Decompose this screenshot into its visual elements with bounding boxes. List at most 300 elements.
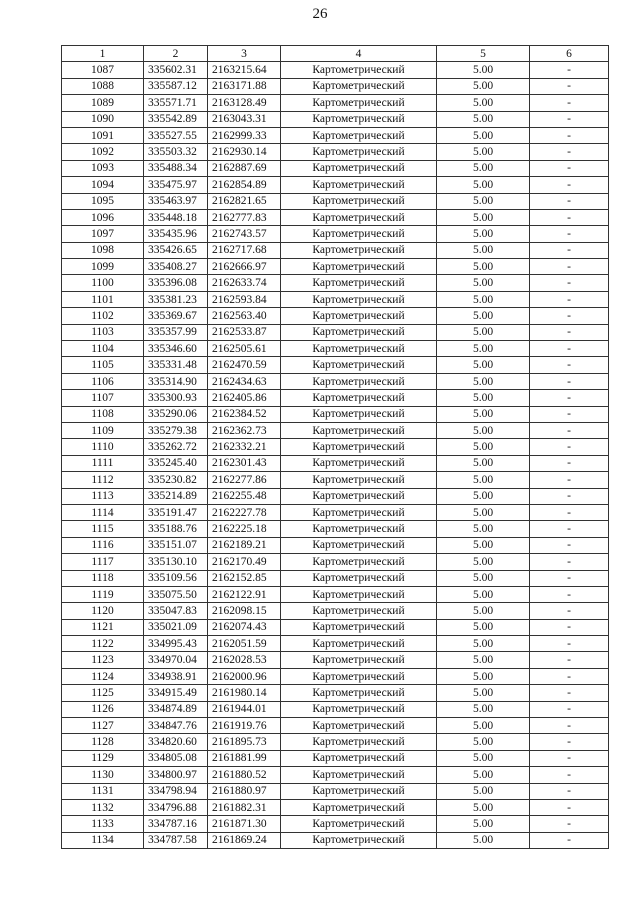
table-row (62, 144, 609, 160)
point-number-cell: 1109 (62, 422, 144, 438)
accuracy-cell: 5.00 (437, 78, 530, 94)
method-cell: Картометрический (281, 406, 437, 422)
point-number-cell: 1114 (62, 504, 144, 520)
point-number-cell: 1121 (62, 619, 144, 635)
method-cell: Картометрический (281, 160, 437, 176)
accuracy-cell: 5.00 (437, 193, 530, 209)
column-header: 6 (530, 46, 609, 62)
note-cell: - (530, 504, 609, 520)
note-cell: - (530, 521, 609, 537)
table-row (62, 62, 609, 78)
page-number: 26 (312, 6, 328, 22)
table-row (62, 586, 609, 602)
point-number-cell: 1103 (62, 324, 144, 340)
method-cell: Картометрический (281, 259, 437, 275)
note-cell: - (530, 193, 609, 209)
method-cell: Картометрический (281, 570, 437, 586)
y-coordinate-cell: 2162000.96 (208, 668, 281, 684)
method-cell: Картометрический (281, 422, 437, 438)
method-cell: Картометрический (281, 668, 437, 684)
table-row (62, 668, 609, 684)
table-row (62, 259, 609, 275)
point-number-cell: 1107 (62, 390, 144, 406)
table-row (62, 488, 609, 504)
method-cell: Картометрический (281, 455, 437, 471)
column-header: 1 (62, 46, 144, 62)
accuracy-cell: 5.00 (437, 209, 530, 225)
accuracy-cell: 5.00 (437, 95, 530, 111)
note-cell: - (530, 472, 609, 488)
table-row (62, 242, 609, 258)
note-cell: - (530, 488, 609, 504)
accuracy-cell: 5.00 (437, 390, 530, 406)
note-cell: - (530, 291, 609, 307)
y-coordinate-cell: 2162098.15 (208, 603, 281, 619)
accuracy-cell: 5.00 (437, 636, 530, 652)
table-row (62, 226, 609, 242)
method-cell: Картометрический (281, 95, 437, 111)
method-cell: Картометрический (281, 127, 437, 143)
note-cell: - (530, 373, 609, 389)
method-cell: Картометрический (281, 799, 437, 815)
accuracy-cell: 5.00 (437, 341, 530, 357)
y-coordinate-cell: 2162743.57 (208, 226, 281, 242)
method-cell: Картометрический (281, 193, 437, 209)
method-cell: Картометрический (281, 685, 437, 701)
point-number-cell: 1092 (62, 144, 144, 160)
point-number-cell: 1134 (62, 832, 144, 848)
point-number-cell: 1119 (62, 586, 144, 602)
method-cell: Картометрический (281, 472, 437, 488)
accuracy-cell: 5.00 (437, 406, 530, 422)
x-coordinate-cell: 335602.31 (144, 62, 208, 78)
accuracy-cell: 5.00 (437, 619, 530, 635)
table-row (62, 718, 609, 734)
accuracy-cell: 5.00 (437, 570, 530, 586)
table-row (62, 652, 609, 668)
x-coordinate-cell: 334820.60 (144, 734, 208, 750)
accuracy-cell: 5.00 (437, 816, 530, 832)
note-cell: - (530, 455, 609, 471)
x-coordinate-cell: 335214.89 (144, 488, 208, 504)
x-coordinate-cell: 334798.94 (144, 783, 208, 799)
point-number-cell: 1090 (62, 111, 144, 127)
column-header: 4 (281, 46, 437, 62)
table-header (62, 46, 609, 62)
method-cell: Картометрический (281, 504, 437, 520)
accuracy-cell: 5.00 (437, 472, 530, 488)
table-row (62, 521, 609, 537)
table-row (62, 767, 609, 783)
y-coordinate-cell: 2162717.68 (208, 242, 281, 258)
table-row (62, 832, 609, 848)
point-number-cell: 1108 (62, 406, 144, 422)
y-coordinate-cell: 2162227.78 (208, 504, 281, 520)
x-coordinate-cell: 335188.76 (144, 521, 208, 537)
column-header: 3 (208, 46, 281, 62)
y-coordinate-cell: 2162505.61 (208, 341, 281, 357)
note-cell: - (530, 160, 609, 176)
table-row (62, 472, 609, 488)
note-cell: - (530, 619, 609, 635)
point-number-cell: 1101 (62, 291, 144, 307)
coordinates-table (61, 45, 609, 849)
accuracy-cell: 5.00 (437, 718, 530, 734)
table-row (62, 799, 609, 815)
table-row (62, 422, 609, 438)
x-coordinate-cell: 335279.38 (144, 422, 208, 438)
y-coordinate-cell: 2162255.48 (208, 488, 281, 504)
point-number-cell: 1110 (62, 439, 144, 455)
x-coordinate-cell: 335300.93 (144, 390, 208, 406)
x-coordinate-cell: 334787.58 (144, 832, 208, 848)
method-cell: Картометрический (281, 242, 437, 258)
accuracy-cell: 5.00 (437, 62, 530, 78)
y-coordinate-cell: 2162887.69 (208, 160, 281, 176)
y-coordinate-cell: 2161944.01 (208, 701, 281, 717)
y-coordinate-cell: 2161869.24 (208, 832, 281, 848)
y-coordinate-cell: 2161880.52 (208, 767, 281, 783)
y-coordinate-cell: 2161895.73 (208, 734, 281, 750)
table-row (62, 636, 609, 652)
method-cell: Картометрический (281, 603, 437, 619)
point-number-cell: 1104 (62, 341, 144, 357)
point-number-cell: 1112 (62, 472, 144, 488)
accuracy-cell: 5.00 (437, 291, 530, 307)
x-coordinate-cell: 335151.07 (144, 537, 208, 553)
x-coordinate-cell: 334995.43 (144, 636, 208, 652)
method-cell: Картометрический (281, 341, 437, 357)
x-coordinate-cell: 334970.04 (144, 652, 208, 668)
note-cell: - (530, 226, 609, 242)
point-number-cell: 1096 (62, 209, 144, 225)
accuracy-cell: 5.00 (437, 259, 530, 275)
y-coordinate-cell: 2162470.59 (208, 357, 281, 373)
x-coordinate-cell: 334847.76 (144, 718, 208, 734)
note-cell: - (530, 603, 609, 619)
y-coordinate-cell: 2162051.59 (208, 636, 281, 652)
method-cell: Картометрический (281, 832, 437, 848)
column-header: 2 (144, 46, 208, 62)
x-coordinate-cell: 335047.83 (144, 603, 208, 619)
note-cell: - (530, 127, 609, 143)
x-coordinate-cell: 335503.32 (144, 144, 208, 160)
y-coordinate-cell: 2162854.89 (208, 177, 281, 193)
y-coordinate-cell: 2161880.97 (208, 783, 281, 799)
note-cell: - (530, 242, 609, 258)
method-cell: Картометрический (281, 767, 437, 783)
accuracy-cell: 5.00 (437, 160, 530, 176)
note-cell: - (530, 767, 609, 783)
accuracy-cell: 5.00 (437, 603, 530, 619)
x-coordinate-cell: 334874.89 (144, 701, 208, 717)
table-row (62, 324, 609, 340)
x-coordinate-cell: 335262.72 (144, 439, 208, 455)
note-cell: - (530, 341, 609, 357)
table-row (62, 816, 609, 832)
note-cell: - (530, 718, 609, 734)
point-number-cell: 1091 (62, 127, 144, 143)
note-cell: - (530, 95, 609, 111)
accuracy-cell: 5.00 (437, 373, 530, 389)
x-coordinate-cell: 334796.88 (144, 799, 208, 815)
note-cell: - (530, 586, 609, 602)
table-row (62, 308, 609, 324)
y-coordinate-cell: 2162593.84 (208, 291, 281, 307)
table-row (62, 160, 609, 176)
point-number-cell: 1095 (62, 193, 144, 209)
x-coordinate-cell: 335408.27 (144, 259, 208, 275)
note-cell: - (530, 783, 609, 799)
method-cell: Картометрический (281, 111, 437, 127)
x-coordinate-cell: 335230.82 (144, 472, 208, 488)
method-cell: Картометрический (281, 488, 437, 504)
y-coordinate-cell: 2162332.21 (208, 439, 281, 455)
point-number-cell: 1102 (62, 308, 144, 324)
accuracy-cell: 5.00 (437, 226, 530, 242)
method-cell: Картометрический (281, 324, 437, 340)
note-cell: - (530, 570, 609, 586)
y-coordinate-cell: 2161882.31 (208, 799, 281, 815)
note-cell: - (530, 636, 609, 652)
note-cell: - (530, 652, 609, 668)
x-coordinate-cell: 334800.97 (144, 767, 208, 783)
table-row (62, 127, 609, 143)
method-cell: Картометрический (281, 357, 437, 373)
note-cell: - (530, 78, 609, 94)
y-coordinate-cell: 2162074.43 (208, 619, 281, 635)
x-coordinate-cell: 335571.71 (144, 95, 208, 111)
note-cell: - (530, 422, 609, 438)
table-row (62, 177, 609, 193)
y-coordinate-cell: 2162152.85 (208, 570, 281, 586)
x-coordinate-cell: 334938.91 (144, 668, 208, 684)
table-row (62, 439, 609, 455)
table-row (62, 685, 609, 701)
point-number-cell: 1129 (62, 750, 144, 766)
y-coordinate-cell: 2163043.31 (208, 111, 281, 127)
y-coordinate-cell: 2161919.76 (208, 718, 281, 734)
accuracy-cell: 5.00 (437, 734, 530, 750)
x-coordinate-cell: 335109.56 (144, 570, 208, 586)
y-coordinate-cell: 2163128.49 (208, 95, 281, 111)
point-number-cell: 1124 (62, 668, 144, 684)
table-row (62, 619, 609, 635)
point-number-cell: 1118 (62, 570, 144, 586)
accuracy-cell: 5.00 (437, 439, 530, 455)
x-coordinate-cell: 335527.55 (144, 127, 208, 143)
method-cell: Картометрический (281, 521, 437, 537)
method-cell: Картометрический (281, 619, 437, 635)
x-coordinate-cell: 335435.96 (144, 226, 208, 242)
x-coordinate-cell: 335346.60 (144, 341, 208, 357)
method-cell: Картометрический (281, 701, 437, 717)
y-coordinate-cell: 2162225.18 (208, 521, 281, 537)
point-number-cell: 1123 (62, 652, 144, 668)
y-coordinate-cell: 2162122.91 (208, 586, 281, 602)
y-coordinate-cell: 2162563.40 (208, 308, 281, 324)
method-cell: Картометрический (281, 390, 437, 406)
point-number-cell: 1088 (62, 78, 144, 94)
note-cell: - (530, 701, 609, 717)
table-row (62, 209, 609, 225)
note-cell: - (530, 832, 609, 848)
table-row (62, 341, 609, 357)
note-cell: - (530, 259, 609, 275)
accuracy-cell: 5.00 (437, 242, 530, 258)
y-coordinate-cell: 2161980.14 (208, 685, 281, 701)
y-coordinate-cell: 2162384.52 (208, 406, 281, 422)
table-row (62, 390, 609, 406)
x-coordinate-cell: 335396.08 (144, 275, 208, 291)
table-row (62, 554, 609, 570)
table-row (62, 603, 609, 619)
y-coordinate-cell: 2162930.14 (208, 144, 281, 160)
point-number-cell: 1094 (62, 177, 144, 193)
table-row (62, 291, 609, 307)
point-number-cell: 1120 (62, 603, 144, 619)
accuracy-cell: 5.00 (437, 750, 530, 766)
x-coordinate-cell: 335075.50 (144, 586, 208, 602)
point-number-cell: 1099 (62, 259, 144, 275)
point-number-cell: 1087 (62, 62, 144, 78)
method-cell: Картометрический (281, 373, 437, 389)
note-cell: - (530, 324, 609, 340)
note-cell: - (530, 799, 609, 815)
y-coordinate-cell: 2163171.88 (208, 78, 281, 94)
method-cell: Картометрический (281, 750, 437, 766)
x-coordinate-cell: 335021.09 (144, 619, 208, 635)
table-row (62, 275, 609, 291)
accuracy-cell: 5.00 (437, 504, 530, 520)
accuracy-cell: 5.00 (437, 488, 530, 504)
note-cell: - (530, 308, 609, 324)
y-coordinate-cell: 2161871.30 (208, 816, 281, 832)
point-number-cell: 1128 (62, 734, 144, 750)
y-coordinate-cell: 2162028.53 (208, 652, 281, 668)
point-number-cell: 1105 (62, 357, 144, 373)
method-cell: Картометрический (281, 439, 437, 455)
accuracy-cell: 5.00 (437, 324, 530, 340)
point-number-cell: 1131 (62, 783, 144, 799)
accuracy-cell: 5.00 (437, 652, 530, 668)
note-cell: - (530, 111, 609, 127)
table-row (62, 734, 609, 750)
table-row (62, 406, 609, 422)
point-number-cell: 1115 (62, 521, 144, 537)
point-number-cell: 1125 (62, 685, 144, 701)
table-row (62, 504, 609, 520)
point-number-cell: 1126 (62, 701, 144, 717)
method-cell: Картометрический (281, 275, 437, 291)
y-coordinate-cell: 2162533.87 (208, 324, 281, 340)
y-coordinate-cell: 2162666.97 (208, 259, 281, 275)
accuracy-cell: 5.00 (437, 422, 530, 438)
header-row (62, 46, 609, 62)
point-number-cell: 1098 (62, 242, 144, 258)
x-coordinate-cell: 335542.89 (144, 111, 208, 127)
method-cell: Картометрический (281, 144, 437, 160)
table-row (62, 78, 609, 94)
accuracy-cell: 5.00 (437, 783, 530, 799)
accuracy-cell: 5.00 (437, 586, 530, 602)
point-number-cell: 1116 (62, 537, 144, 553)
note-cell: - (530, 406, 609, 422)
method-cell: Картометрический (281, 537, 437, 553)
method-cell: Картометрический (281, 554, 437, 570)
table-row (62, 95, 609, 111)
x-coordinate-cell: 334787.16 (144, 816, 208, 832)
y-coordinate-cell: 2163215.64 (208, 62, 281, 78)
accuracy-cell: 5.00 (437, 767, 530, 783)
table-row (62, 783, 609, 799)
y-coordinate-cell: 2162301.43 (208, 455, 281, 471)
table-row (62, 537, 609, 553)
accuracy-cell: 5.00 (437, 455, 530, 471)
table-row (62, 750, 609, 766)
table-body (62, 62, 609, 849)
point-number-cell: 1093 (62, 160, 144, 176)
accuracy-cell: 5.00 (437, 308, 530, 324)
note-cell: - (530, 439, 609, 455)
accuracy-cell: 5.00 (437, 799, 530, 815)
point-number-cell: 1133 (62, 816, 144, 832)
x-coordinate-cell: 335191.47 (144, 504, 208, 520)
accuracy-cell: 5.00 (437, 537, 530, 553)
accuracy-cell: 5.00 (437, 144, 530, 160)
note-cell: - (530, 685, 609, 701)
method-cell: Картометрический (281, 291, 437, 307)
accuracy-cell: 5.00 (437, 521, 530, 537)
table-row (62, 357, 609, 373)
point-number-cell: 1127 (62, 718, 144, 734)
accuracy-cell: 5.00 (437, 685, 530, 701)
x-coordinate-cell: 335587.12 (144, 78, 208, 94)
point-number-cell: 1113 (62, 488, 144, 504)
method-cell: Картометрический (281, 177, 437, 193)
x-coordinate-cell: 335130.10 (144, 554, 208, 570)
point-number-cell: 1132 (62, 799, 144, 815)
note-cell: - (530, 750, 609, 766)
method-cell: Картометрический (281, 816, 437, 832)
method-cell: Картометрический (281, 62, 437, 78)
accuracy-cell: 5.00 (437, 177, 530, 193)
accuracy-cell: 5.00 (437, 275, 530, 291)
note-cell: - (530, 668, 609, 684)
point-number-cell: 1122 (62, 636, 144, 652)
x-coordinate-cell: 335475.97 (144, 177, 208, 193)
note-cell: - (530, 144, 609, 160)
table-row (62, 570, 609, 586)
point-number-cell: 1089 (62, 95, 144, 111)
y-coordinate-cell: 2162277.86 (208, 472, 281, 488)
accuracy-cell: 5.00 (437, 668, 530, 684)
table-row (62, 701, 609, 717)
x-coordinate-cell: 335488.34 (144, 160, 208, 176)
point-number-cell: 1117 (62, 554, 144, 570)
note-cell: - (530, 177, 609, 193)
accuracy-cell: 5.00 (437, 832, 530, 848)
note-cell: - (530, 734, 609, 750)
note-cell: - (530, 816, 609, 832)
accuracy-cell: 5.00 (437, 357, 530, 373)
method-cell: Картометрический (281, 209, 437, 225)
note-cell: - (530, 554, 609, 570)
method-cell: Картометрический (281, 308, 437, 324)
method-cell: Картометрический (281, 636, 437, 652)
y-coordinate-cell: 2162189.21 (208, 537, 281, 553)
y-coordinate-cell: 2162821.65 (208, 193, 281, 209)
